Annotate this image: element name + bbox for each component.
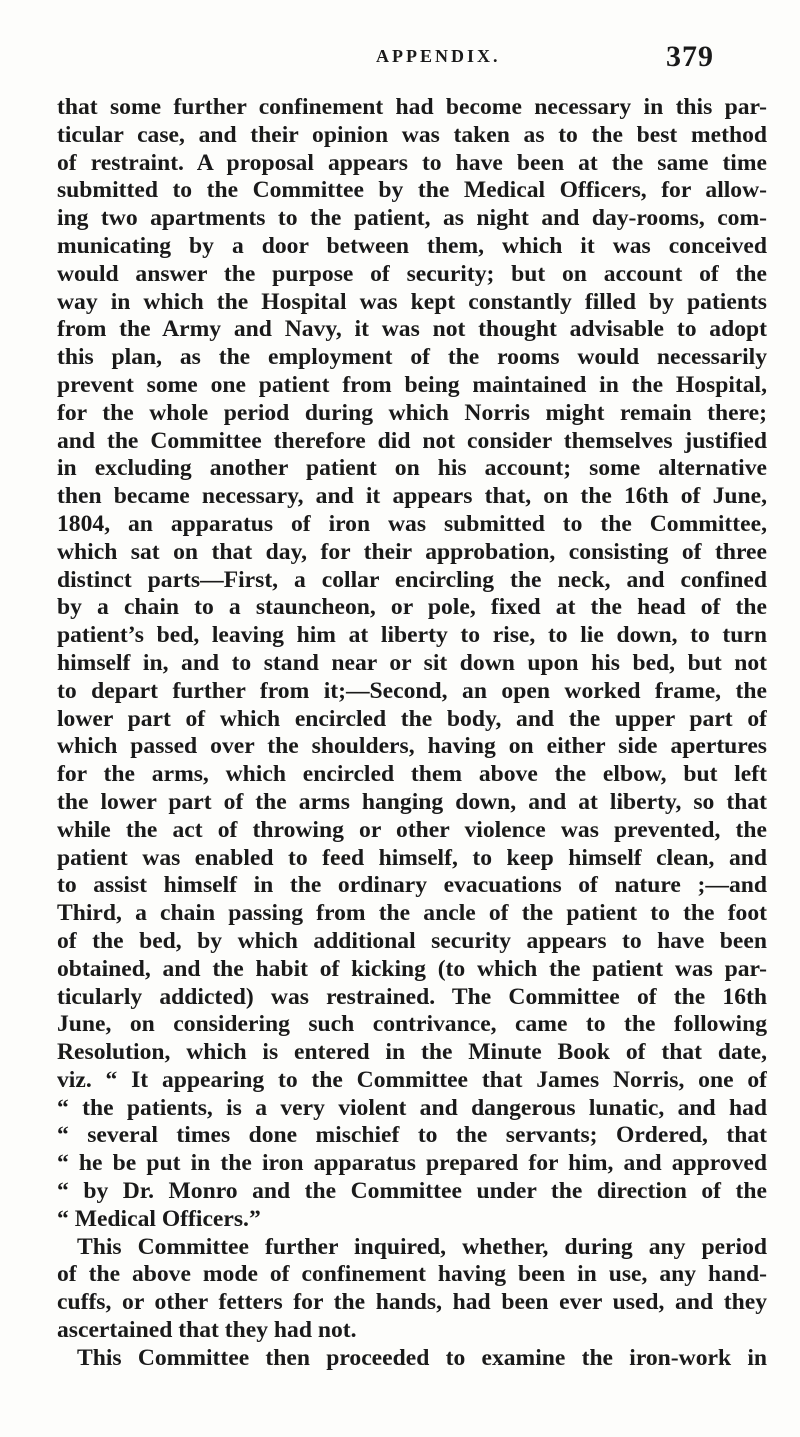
text-line: patient’s bed, leaving him at liberty to rise, to lie down, to turn: [57, 622, 767, 649]
text-line: submitted to the Committee by the Medical Officers, for allow-: [57, 177, 767, 204]
text-line: ticularly addicted) was restrained. The Committee of the 16th: [57, 983, 767, 1010]
text-line: himself in, and to stand near or sit down upon his bed, but not: [57, 649, 767, 676]
text-line: the lower part of the arms hanging down, and at liberty, so that: [57, 788, 767, 815]
text-line: of the above mode of confinement having been in use, any hand-: [57, 1261, 767, 1288]
text-line: distinct parts—First, a collar encircling the neck, and confined: [57, 566, 767, 593]
text-line: ticular case, and their opinion was taken as to the best method: [57, 121, 767, 148]
text-line: “ Medical Officers.”: [57, 1205, 261, 1232]
text-line: 1804, an apparatus of iron was submitted to the Committee,: [57, 510, 767, 537]
text-line: patient was enabled to feed himself, to keep himself clean, and: [57, 844, 767, 871]
page-number: 379: [666, 40, 714, 73]
text-line: by a chain to a stauncheon, or pole, fixed at the head of the: [57, 594, 767, 621]
text-line: would answer the purpose of security; but on account of the: [57, 260, 767, 287]
text-line: of the bed, by which additional security appears to have been: [57, 927, 767, 954]
text-line: “ several times done mischief to the servants; Ordered, that: [57, 1122, 767, 1149]
text-line: of restraint. A proposal appears to have been at the same time: [57, 149, 767, 176]
body-text: [57, 94, 767, 1373]
text-line: cuffs, or other fetters for the hands, had been ever used, and they: [57, 1289, 767, 1316]
text-line: in excluding another patient on his account; some alternative: [57, 455, 767, 482]
text-line: This Committee further inquired, whether, during any period: [77, 1233, 767, 1260]
text-line: municating by a door between them, which it was conceived: [57, 232, 767, 259]
text-line: June, on considering such contrivance, came to the following: [57, 1011, 767, 1038]
text-line: “ the patients, is a very violent and dangerous lunatic, and had: [57, 1094, 767, 1121]
text-line: for the arms, which encircled them above the elbow, but left: [57, 761, 767, 788]
text-line: to assist himself in the ordinary evacuations of nature ;—and: [57, 872, 767, 899]
text-line: then became necessary, and it appears that, on the 16th of June,: [57, 483, 767, 510]
text-line: This Committee then proceeded to examine the iron-work in: [77, 1344, 767, 1371]
text-line: Third, a chain passing from the ancle of the patient to the foot: [57, 900, 767, 927]
running-head: APPENDIX.: [376, 46, 501, 66]
text-line: which passed over the shoulders, having on either side apertures: [57, 733, 767, 760]
text-line: prevent some one patient from being maintained in the Hospital,: [57, 371, 767, 398]
text-line: “ he be put in the iron apparatus prepared for him, and approved: [57, 1150, 767, 1177]
text-line: ing two apartments to the patient, as night and day-rooms, com-: [57, 205, 767, 232]
text-line: obtained, and the habit of kicking (to which the patient was par-: [57, 955, 767, 982]
text-line: Resolution, which is entered in the Minute Book of that date,: [57, 1039, 767, 1066]
text-line: to depart further from it;—Second, an open worked frame, the: [57, 677, 767, 704]
text-line: that some further confinement had become necessary in this par-: [57, 94, 767, 120]
text-line: while the act of throwing or other violence was prevented, the: [57, 816, 767, 843]
text-line: ascertained that they had not.: [57, 1317, 357, 1344]
text-line: way in which the Hospital was kept constantly filled by patients: [57, 288, 767, 315]
text-line: lower part of which encircled the body, and the upper part of: [57, 705, 767, 732]
text-line: viz. “ It appearing to the Committee that James Norris, one of: [57, 1066, 767, 1093]
text-line: for the whole period during which Norris might remain there;: [57, 399, 767, 426]
text-line: which sat on that day, for their approbation, consisting of three: [57, 538, 767, 565]
text-line: and the Committee therefore did not consider themselves justified: [57, 427, 767, 454]
text-line: from the Army and Navy, it was not thought advisable to adopt: [57, 316, 767, 343]
text-line: “ by Dr. Monro and the Committee under the direction of the: [57, 1178, 767, 1205]
text-line: this plan, as the employment of the rooms would necessarily: [57, 344, 767, 371]
page-header: [0, 40, 800, 80]
